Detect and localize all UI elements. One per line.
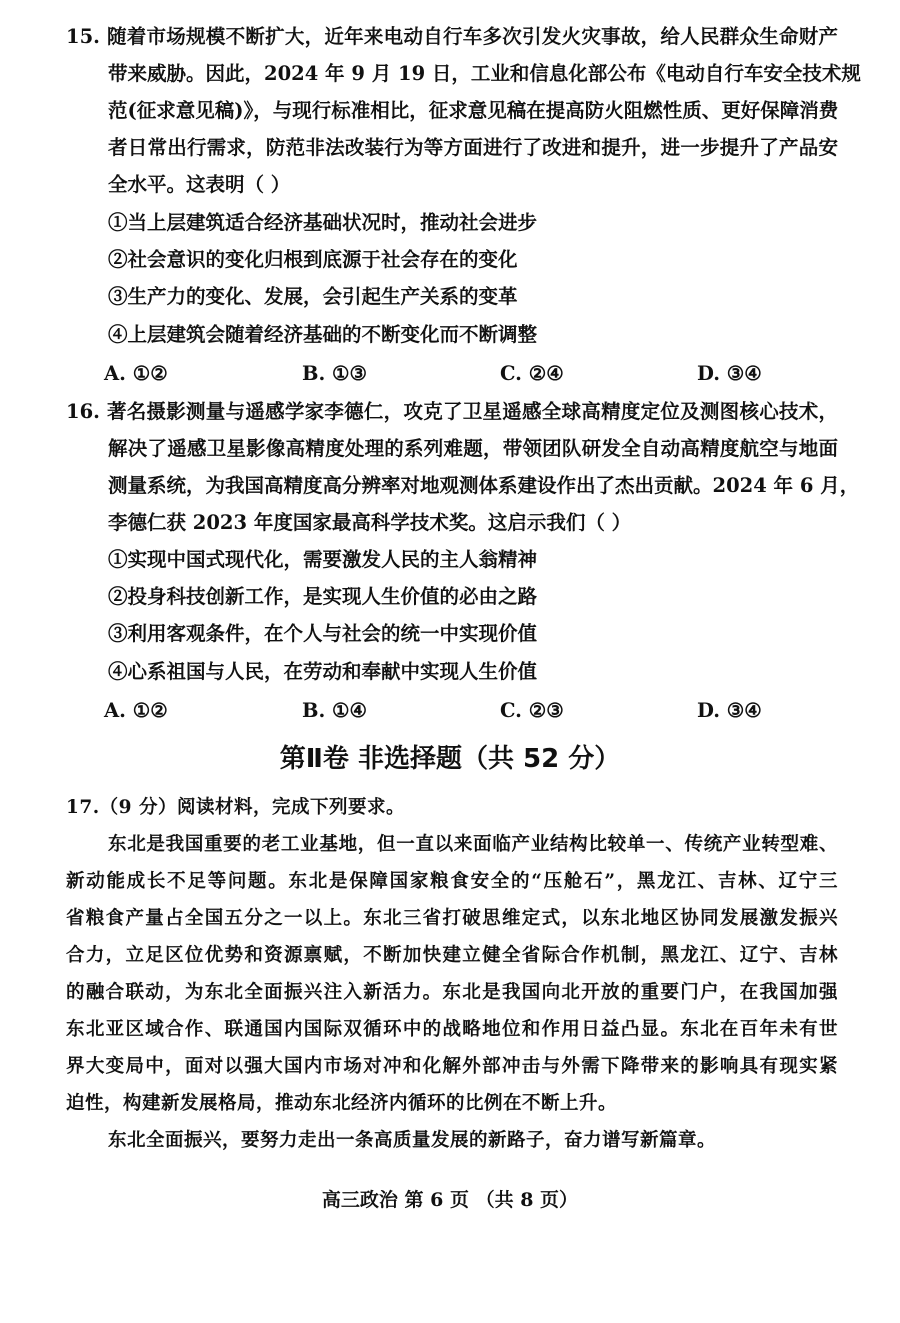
q15-stem-line: 带来威胁。因此，2024 年 9 月 19 日，工业和信息化部公布《电动自行车安全技术规 [108,62,861,85]
q16-stem-line: 解决了遥感卫星影像高精度处理的系列难题，带领团队研发全自动高精度航空与地面 [108,437,838,460]
q17-material-line: 东北是我国重要的老工业基地，但一直以来面临产业结构比较单一、传统产业转型难、 [108,834,838,855]
q15-choice-d: D. ③④ [697,362,762,385]
q17-material-line: 的融合联动，为东北全面振兴注入新活力。东北是我国向北开放的重要门户，在我国加强 [66,982,838,1003]
q16-statement: ②投身科技创新工作，是实现人生价值的必由之路 [108,585,538,608]
q17-heading: 17.（9 分）阅读材料，完成下列要求。 [66,797,405,818]
q16-stem-line: 李德仁获 2023 年度国家最高科学技术奖。这启示我们（ ） [108,511,632,534]
q15-statement: ③生产力的变化、发展，会引起生产关系的变革 [108,285,518,308]
q15-choice-c: C. ②④ [500,362,564,385]
q16-choice-d: D. ③④ [697,699,762,722]
q17-material-line: 合力，立足区位优势和资源禀赋，不断加快建立健全省际合作机制，黑龙江、辽宁、吉林 [66,945,838,966]
q16-statement: ③利用客观条件，在个人与社会的统一中实现价值 [108,622,538,645]
q16-choice-b: B. ①④ [302,699,368,722]
q16-statement: ④心系祖国与人民，在劳动和奉献中实现人生价值 [108,660,538,683]
q15-choice-b: B. ①③ [302,362,368,385]
q16-choice-c: C. ②③ [500,699,564,722]
q17-material-line: 新动能成长不足等问题。东北是保障国家粮食安全的“压舱石”，黑龙江、吉林、辽宁三 [66,871,838,892]
q17-material-line: 迫性，构建新发展格局，推动东北经济内循环的比例在不断上升。 [66,1093,618,1114]
q16-statement: ①实现中国式现代化，需要激发人民的主人翁精神 [108,548,538,571]
q17-material-line: 东北亚区域合作、联通国内国际双循环中的战略地位和作用日益凸显。东北在百年未有世 [66,1019,838,1040]
q17-material-line: 界大变局中，面对以强大国内市场对冲和化解外部冲击与外需下降带来的影响具有现实紧 [66,1056,838,1077]
q16-stem-line: 16. 著名摄影测量与遥感学家李德仁，攻克了卫星遥感全球高精度定位及测图核心技术， [66,400,838,423]
q16-choice-a: A. ①② [104,699,168,722]
page-footer: 高三政治 第 6 页 （共 8 页） [321,1189,579,1211]
q17-material-line: 东北全面振兴，要努力走出一条高质量发展的新路子，奋力谱写新篇章。 [108,1130,717,1151]
q15-statement: ②社会意识的变化归根到底源于社会存在的变化 [108,248,518,271]
q15-statement: ①当上层建筑适合经济基础状况时，推动社会进步 [108,211,538,234]
q15-stem-line: 者日常出行需求，防范非法改装行为等方面进行了改进和提升，进一步提升了产品安 [108,136,838,159]
q17-material-line: 省粮食产量占全国五分之一以上。东北三省打破思维定式，以东北地区协同发展激发振兴 [66,908,838,929]
q15-stem-line: 15. 随着市场规模不断扩大，近年来电动自行车多次引发火灾事故，给人民群众生命财产 [66,25,838,48]
q15-stem-line: 范(征求意见稿)》，与现行标准相比，征求意见稿在提高防火阻燃性质、更好保障消费 [108,99,839,122]
q15-stem-line: 全水平。这表明（ ） [108,173,291,196]
q15-choice-a: A. ①② [104,362,168,385]
q16-stem-line: 测量系统，为我国高精度高分辨率对地观测体系建设作出了杰出贡献。2024 年 6 月， [108,474,860,497]
q15-statement: ④上层建筑会随着经济基础的不断变化而不断调整 [108,323,538,346]
section-title: 第Ⅱ卷 非选择题（共 52 分） [279,744,621,774]
